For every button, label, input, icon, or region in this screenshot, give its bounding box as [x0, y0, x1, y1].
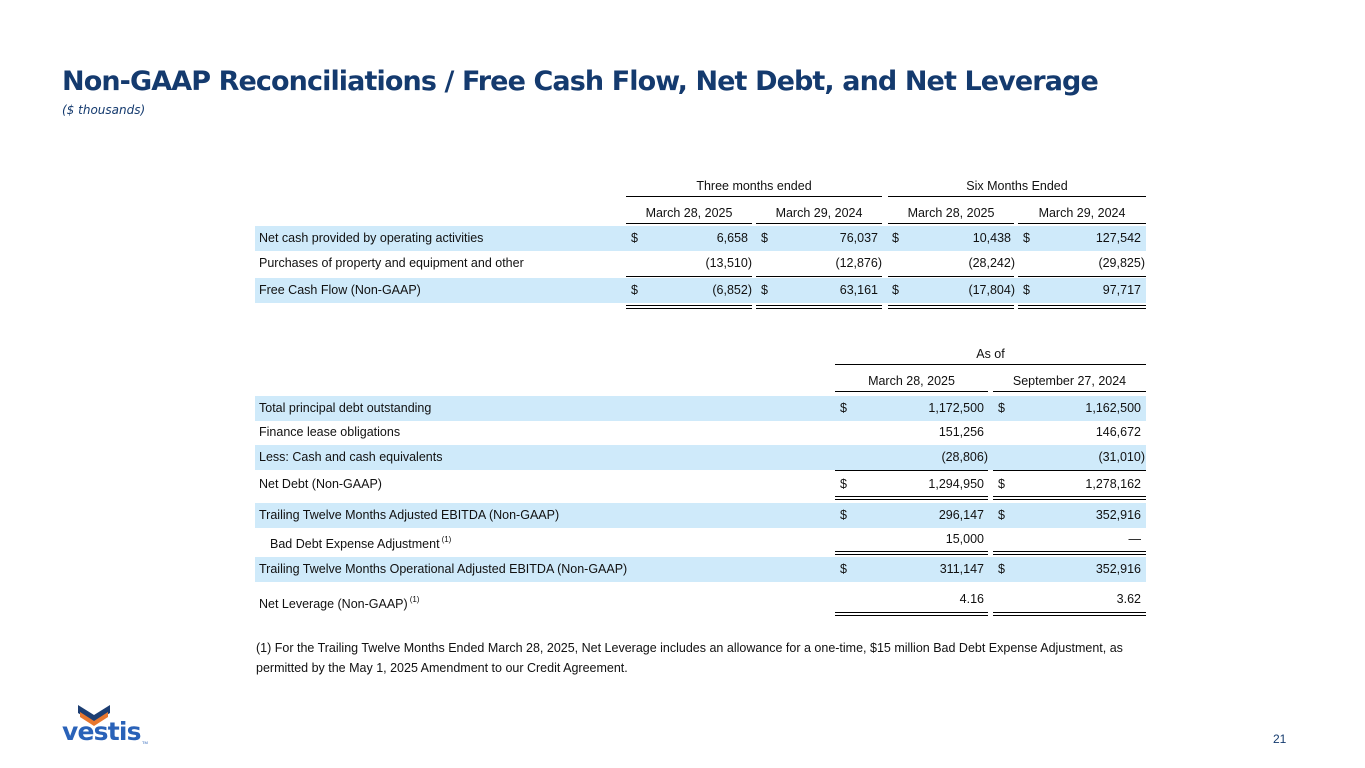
net-debt-leverage-table [255, 344, 1146, 619]
currency-symbol: $ [631, 283, 638, 297]
footnote [256, 638, 1156, 678]
logo-wordmark: vestis [62, 717, 141, 746]
logo-trademark: TM [142, 740, 148, 745]
cell-value: 97,717 [1102, 283, 1141, 297]
table-row [255, 503, 1146, 528]
cell-value: 1,172,500 [928, 401, 984, 415]
vestis-logo [62, 703, 158, 749]
row-label [270, 527, 451, 557]
row-label: Trailing Twelve Months Operational Adjusted EBITDA (Non-GAAP) [259, 562, 628, 576]
page-number: 21 [1273, 732, 1287, 746]
cell-value: 352,916 [1095, 562, 1141, 576]
row-label: Net cash provided by operating activities [259, 231, 484, 245]
currency-symbol: $ [631, 231, 638, 245]
column-header: March 28, 2025 [645, 206, 733, 220]
cell-value: 146,672 [1095, 425, 1141, 439]
page-subtitle: ($ thousands) [62, 103, 146, 117]
column-header: March 29, 2024 [775, 206, 863, 220]
column-header: September 27, 2024 [1012, 374, 1127, 388]
table-row [255, 251, 1146, 276]
cell-value: 1,294,950 [928, 477, 984, 491]
cell-value: (13,510) [705, 256, 752, 270]
table-row [255, 557, 1146, 582]
row-label-text: Net Leverage (Non-GAAP) [259, 597, 408, 611]
currency-symbol: $ [892, 231, 899, 245]
footnote-marker: (1) [409, 595, 420, 604]
table-row [255, 527, 1146, 552]
currency-symbol: $ [840, 401, 847, 415]
cell-value: (29,825) [1098, 256, 1145, 270]
column-header: March 29, 2024 [1038, 206, 1126, 220]
cell-value: 10,438 [972, 231, 1011, 245]
currency-symbol: $ [840, 562, 847, 576]
table-row [255, 587, 1146, 612]
currency-symbol: $ [840, 477, 847, 491]
table-row [255, 226, 1146, 251]
row-label: Less: Cash and cash equivalents [259, 450, 443, 464]
cell-value: 1,278,162 [1085, 477, 1141, 491]
currency-symbol: $ [998, 401, 1005, 415]
table-row [255, 420, 1146, 445]
row-label: Purchases of property and equipment and other [259, 256, 524, 270]
currency-symbol: $ [892, 283, 899, 297]
cell-value: (31,010) [1098, 450, 1145, 464]
cell-value: (6,852) [712, 283, 752, 297]
currency-symbol: $ [998, 562, 1005, 576]
cell-value: 15,000 [945, 532, 984, 546]
group-header-six-months: Six Months Ended [966, 179, 1068, 193]
footnote-line: (1) For the Trailing Twelve Months Ended March 28, 2025, Net Leverage includes an allowance for a one-time, $15 million Bad Debt Expense Adjustment, as [256, 641, 1123, 655]
row-label: Trailing Twelve Months Adjusted EBITDA (Non-GAAP) [259, 508, 560, 522]
row-label [259, 587, 419, 617]
cell-value: (17,804) [968, 283, 1015, 297]
cell-value: (12,876) [835, 256, 882, 270]
cell-value: (28,242) [968, 256, 1015, 270]
cell-value: 63,161 [839, 283, 878, 297]
row-label-text: Bad Debt Expense Adjustment [270, 537, 440, 551]
currency-symbol: $ [1023, 283, 1030, 297]
row-label: Net Debt (Non-GAAP) [259, 477, 382, 491]
currency-symbol: $ [761, 283, 768, 297]
row-label: Finance lease obligations [259, 425, 401, 439]
cell-value: 6,658 [716, 231, 748, 245]
currency-symbol: $ [998, 477, 1005, 491]
cell-value: 127,542 [1095, 231, 1141, 245]
currency-symbol: $ [998, 508, 1005, 522]
table-row [255, 472, 1146, 497]
cell-value: 4.16 [959, 592, 984, 606]
cell-value: (28,806) [941, 450, 988, 464]
cell-value: 296,147 [938, 508, 984, 522]
cell-value: 151,256 [938, 425, 984, 439]
table-row [255, 396, 1146, 421]
cell-value: 3.62 [1116, 592, 1141, 606]
table-row [255, 445, 1146, 470]
row-label: Free Cash Flow (Non-GAAP) [259, 283, 421, 297]
group-header-three-months: Three months ended [696, 179, 812, 193]
footnote-line: permitted by the May 1, 2025 Amendment to our Credit Agreement. [256, 661, 628, 675]
footnote-marker: (1) [441, 535, 452, 544]
cell-value: 352,916 [1095, 508, 1141, 522]
currency-symbol: $ [840, 508, 847, 522]
cell-value: 1,162,500 [1085, 401, 1141, 415]
currency-symbol: $ [761, 231, 768, 245]
cell-value: 311,147 [939, 562, 984, 576]
free-cash-flow-table [255, 176, 1146, 312]
currency-symbol: $ [1023, 231, 1030, 245]
row-label: Total principal debt outstanding [259, 401, 432, 415]
cell-value: 76,037 [839, 231, 878, 245]
column-header: March 28, 2025 [868, 374, 955, 388]
column-header: March 28, 2025 [907, 206, 995, 220]
table-row [255, 278, 1146, 303]
page-title: Non-GAAP Reconciliations / Free Cash Flow, Net Debt, and Net Leverage [62, 66, 1098, 97]
group-header-as-of: As of [976, 347, 1005, 361]
cell-value: — [1128, 532, 1141, 546]
